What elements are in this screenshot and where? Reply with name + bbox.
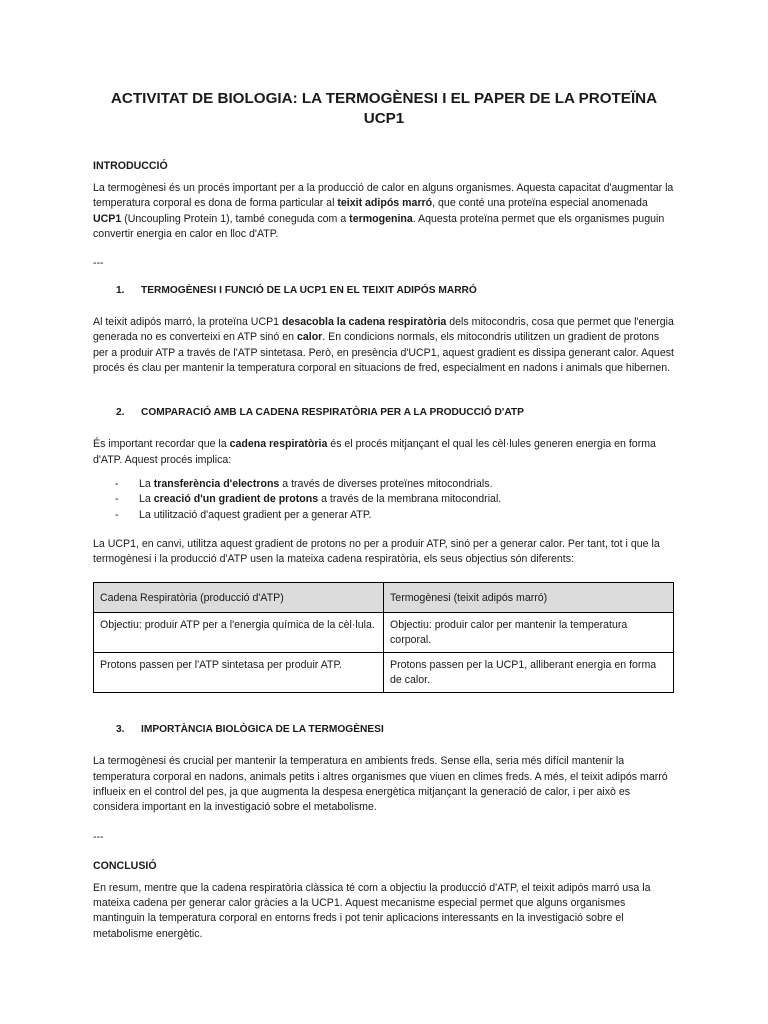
table-header-row <box>94 583 674 613</box>
separator: --- <box>93 830 104 843</box>
list-item: - La creació d'un gradient de protons a través de la membrana mitocondrial. <box>115 493 502 506</box>
document-title: ACTIVITAT DE BIOLOGIA: LA TERMOGÈNESI I EL PAPER DE LA PROTEÏNA UCP1 <box>110 90 658 127</box>
section-1-heading <box>93 284 675 298</box>
section-2-heading <box>93 406 675 420</box>
table-cell: Objectiu: produir calor per mantenir la temperatura corporal. <box>384 613 674 653</box>
section-2-title: COMPARACIÓ AMB LA CADENA RESPIRATÒRIA PER A LA PRODUCCIÓ D'ATP <box>141 407 524 419</box>
section-2-number: 2. <box>116 407 125 419</box>
list-item: - La transferència d'electrons a través de diverses proteïnes mitocondrials. <box>115 477 493 490</box>
section-2-paragraph: És important recordar que la cadena respiratòria és el procés mitjançant el qual les cèl·lules generen energia en forma d'ATP. Aquest procés implica: <box>93 438 656 466</box>
section-1-title: TERMOGÈNESI I FUNCIÓ DE LA UCP1 EN EL TEIXIT ADIPÓS MARRÓ <box>141 285 477 297</box>
table-row <box>94 653 674 693</box>
list-item: - La utilització d'aquest gradient per a generar ATP. <box>115 508 372 521</box>
conclusion-heading: CONCLUSIÓ <box>93 859 157 872</box>
section-3-heading <box>93 723 675 737</box>
table-header: Termogènesi (teixit adipós marró) <box>384 583 674 613</box>
intro-paragraph: La termogènesi és un procés important per a la producció de calor en alguns organismes. Aquesta capacitat d'augmentar la temperatura corporal es dona de forma particular al teixit adipós marró, que conté una proteïna especial anomenada UCP1 (Uncoupling Protein 1), també coneguda com a termogenina. Aquesta proteïna permet que els organismes puguin convertir energia en calor en lloc d'ATP. <box>93 182 674 240</box>
process-list <box>93 477 675 523</box>
table-header: Cadena Respiratòria (producció d'ATP) <box>94 583 384 613</box>
section-2-paragraph-2: La UCP1, en canvi, utilitza aquest gradient de protons no per a produir ATP, sinó per a generar calor. Per tant, tot i que la termogènesi i la producció d'ATP usen la mateixa cadena respiratòria, els seus objectius són diferents: <box>93 537 660 566</box>
intro-heading: INTRODUCCIÓ <box>93 160 168 172</box>
conclusion-paragraph: En resum, mentre que la cadena respiratòria clàssica té com a objectiu la producció d'ATP, el teixit adipós marró usa la mateixa cadena per generar calor gràcies a la UCP1. Aquest mecanisme especial permet que alguns organismes mantinguin la temperatura corporal en entorns freds i pot tenir aplicacions interessants en la investigació sobre el metabolisme energètic. <box>93 881 651 940</box>
section-3-number: 3. <box>116 724 125 736</box>
section-3-title: IMPORTÀNCIA BIOLÒGICA DE LA TERMOGÈNESI <box>141 724 384 736</box>
separator: --- <box>93 257 104 270</box>
table-cell: Protons passen per l'ATP sintetasa per produir ATP. <box>94 653 384 693</box>
table-cell: Protons passen per la UCP1, alliberant energia en forma de calor. <box>384 653 674 693</box>
comparison-table <box>93 582 674 693</box>
table-row <box>94 613 674 653</box>
table-cell: Objectiu: produir ATP per a l'energia química de la cèl·lula. <box>94 613 384 653</box>
section-1-number: 1. <box>116 285 125 297</box>
section-3-paragraph: La termogènesi és crucial per mantenir la temperatura en ambients freds. Sense ella, seria més difícil mantenir la temperatura corporal en nadons, animals petits i altres organismes que viuen en climes freds. A més, el teixit adipós marró influeix en el control del pes, ja que augmenta la despesa energètica mitjançant la generació de calor, i per això es considera important en la investigació sobre el metabolisme. <box>93 755 668 814</box>
section-1-paragraph: Al teixit adipós marró, la proteïna UCP1 desacobla la cadena respiratòria dels mitocondris, cosa que permet que l'energia generada no es converteixi en ATP sinó en calor. En condicions normals, els mitocondris utilitzen un gradient de protons per a produir ATP a través de l'ATP sintetasa. Però, en presència d'UCP1, aquest gradient es dissipa generant calor. Aquest procés és clau per mantenir la temperatura corporal en situacions de fred, especialment en nadons i animals que hibernen. <box>93 316 674 375</box>
